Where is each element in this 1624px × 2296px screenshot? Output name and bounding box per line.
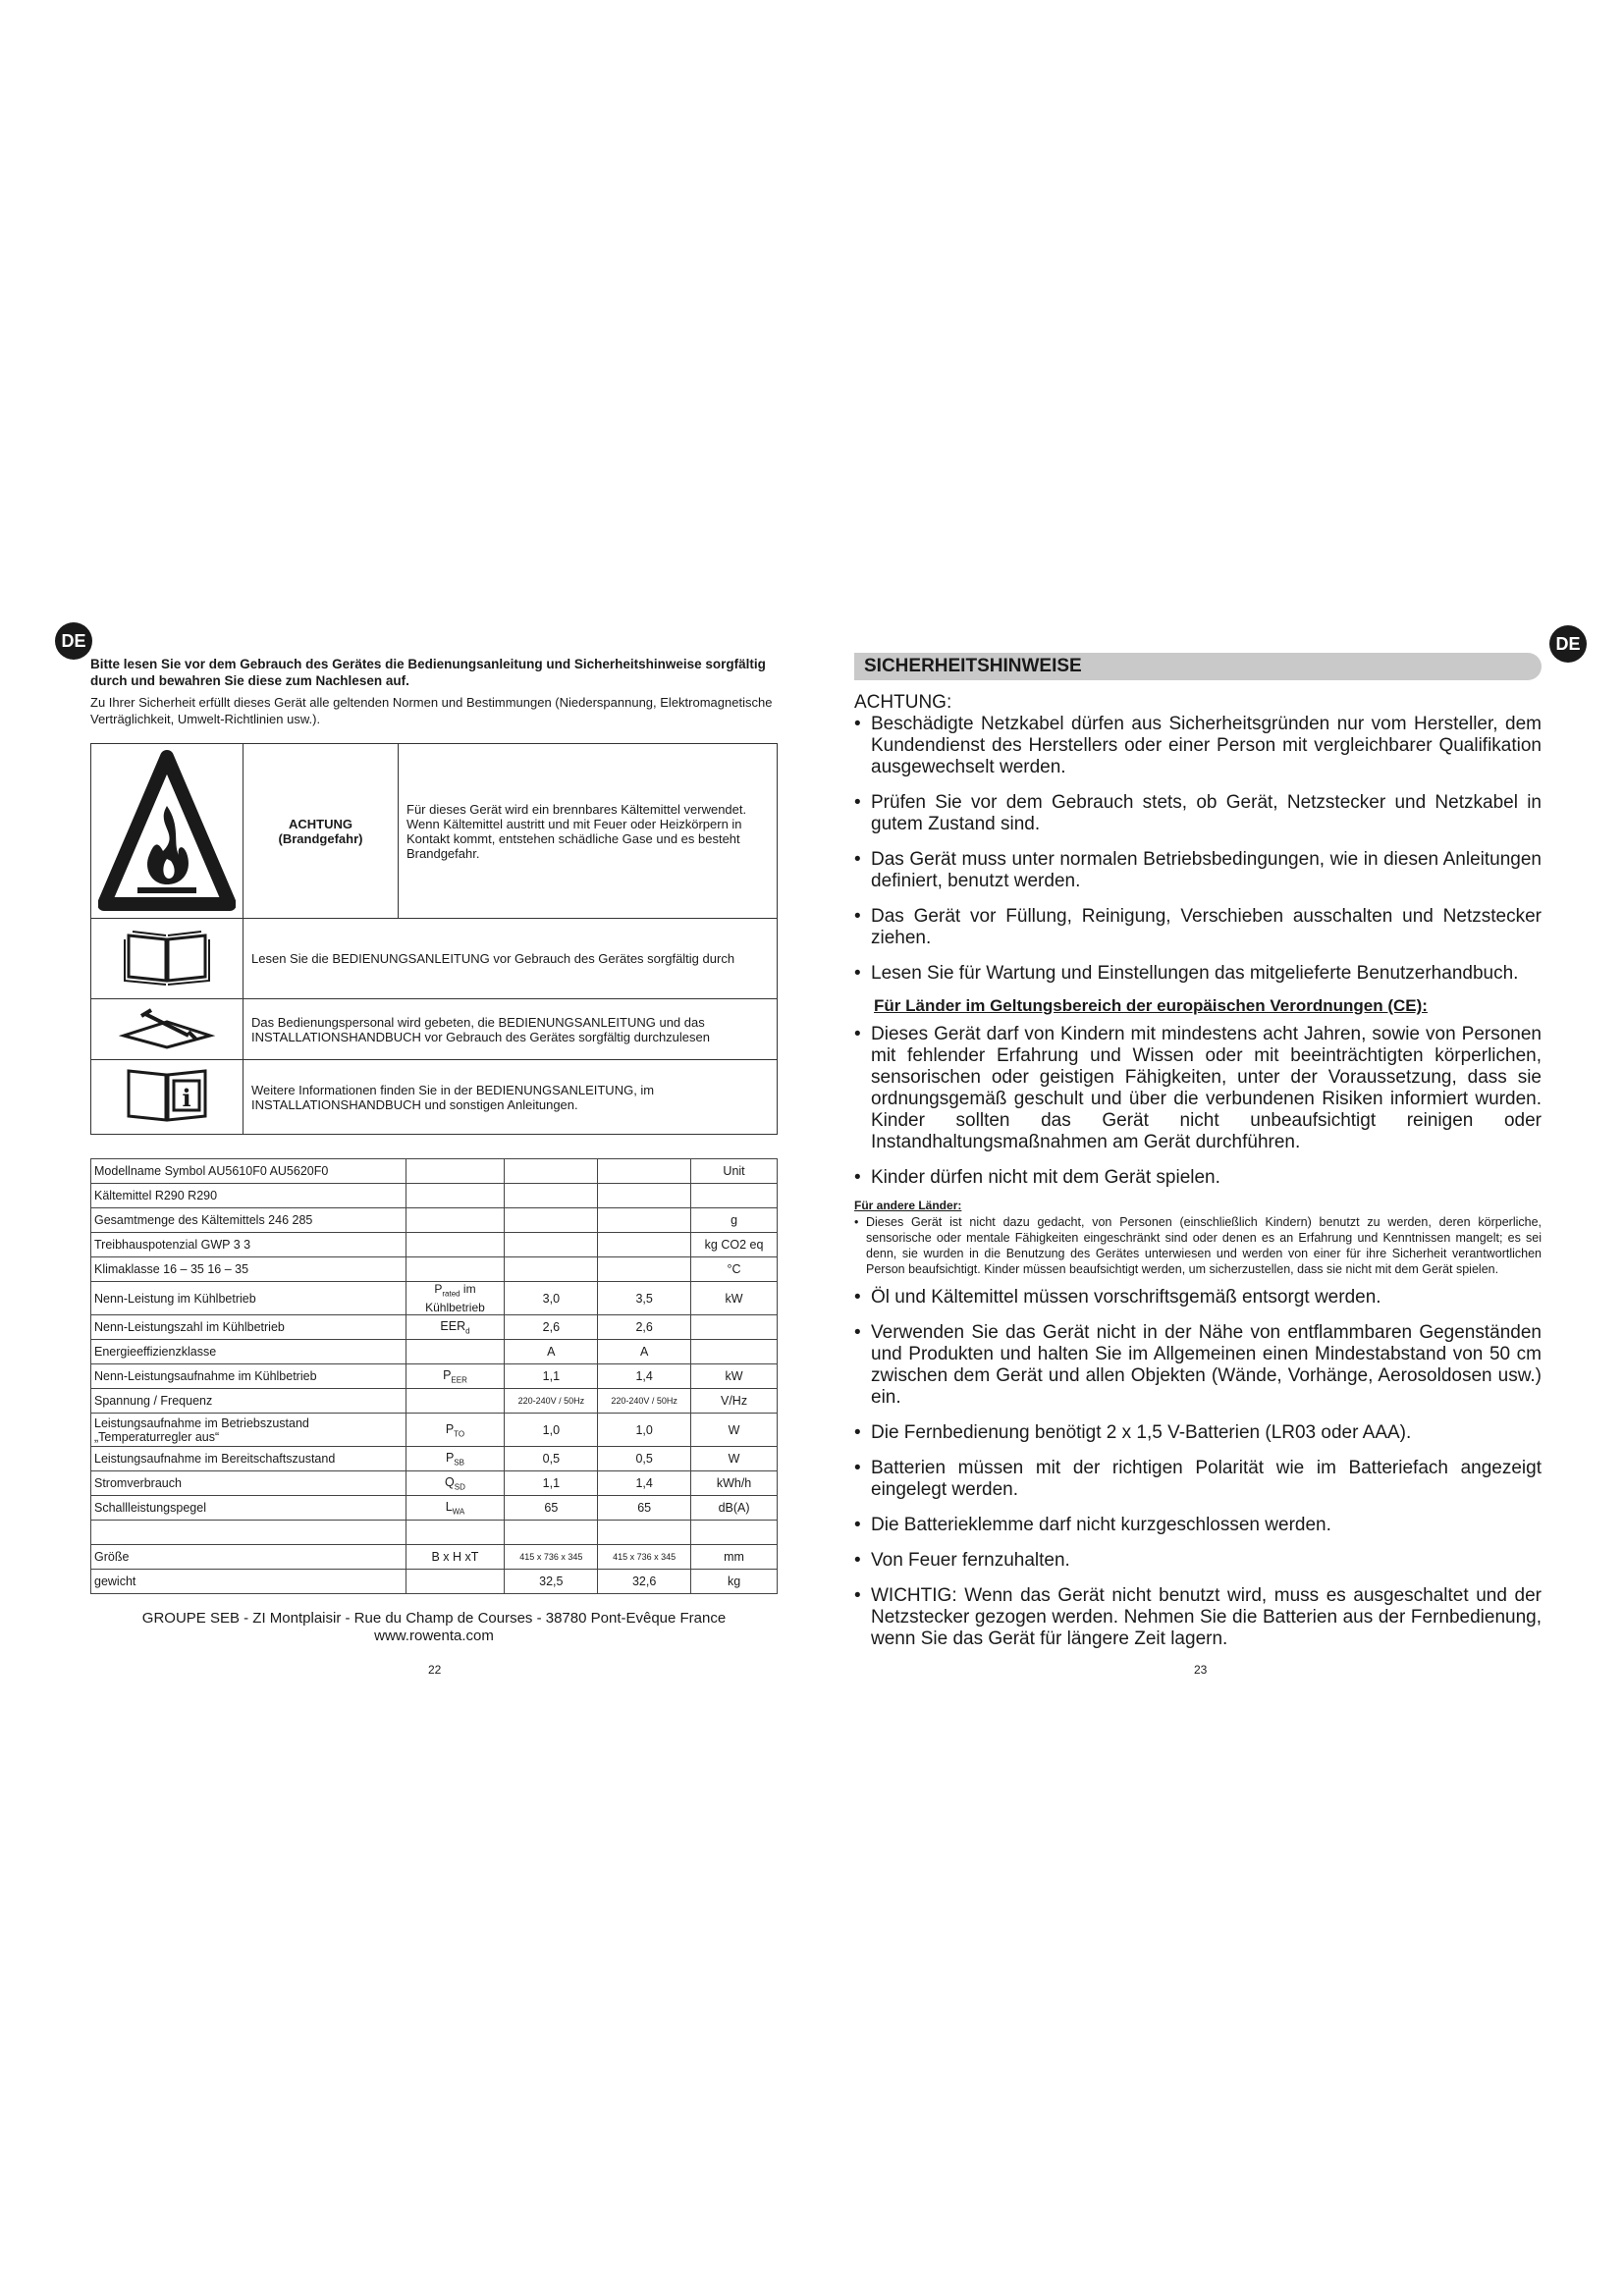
spec-row xyxy=(91,1471,778,1496)
spec-label: Modellname Symbol AU5610F0 AU5620F0 xyxy=(91,1159,406,1184)
manual-icon-cell xyxy=(91,919,244,999)
spec-value-1 xyxy=(505,1208,598,1233)
spec-symbol xyxy=(406,1340,505,1364)
spec-row xyxy=(91,1389,778,1414)
spec-symbol-text: P xyxy=(445,1421,455,1436)
left-page xyxy=(90,656,778,1594)
spec-symbol xyxy=(406,1257,505,1282)
open-book-icon xyxy=(123,928,211,987)
spec-row xyxy=(91,1233,778,1257)
manual-text: Lesen Sie die BEDIENUNGSANLEITUNG vor Gebrauch des Gerätes sorgfältig durch xyxy=(244,919,778,999)
spec-table xyxy=(90,1158,778,1594)
spec-symbol-text: Q xyxy=(445,1475,455,1490)
spec-label: Stromverbrauch xyxy=(91,1471,406,1496)
safety-bullet: • Beschädigte Netzkabel dürfen aus Sicherheitsgründen nur vom Hersteller, dem Kundendienst des Herstellers oder einer Person mit vergleichbarer Qualifikation ausgewechselt werden. xyxy=(854,714,1542,778)
bullets-group-c xyxy=(854,1287,1542,1650)
spec-row xyxy=(91,1447,778,1471)
spec-value-1 xyxy=(505,1233,598,1257)
spec-row xyxy=(91,1159,778,1184)
spec-label: Nenn-Leistungsaufnahme im Kühlbetrieb xyxy=(91,1364,406,1389)
spec-symbol xyxy=(406,1570,505,1594)
spec-symbol-subscript: SD xyxy=(454,1482,465,1492)
spec-row xyxy=(91,1521,778,1545)
safety-bullet: • Die Fernbedienung benötigt 2 x 1,5 V-Batterien (LR03 oder AAA). xyxy=(854,1422,1542,1444)
safety-bullet: • Prüfen Sie vor dem Gebrauch stets, ob Gerät, Netzstecker und Netzkabel in gutem Zustand sind. xyxy=(854,792,1542,835)
other-countries-text: • Dieses Gerät ist nicht dazu gedacht, von Personen (einschließlich Kindern) benutzt zu werden, deren körperliche, sensorische oder mentale Fähigkeiten eingeschränkt sind oder denen es an Erfahrung und Kenntnissen mangelt; es sei denn, sie wurden in die Benutzung des Gerätes unterwiesen und werden von einer für ihre Sicherheit verantwortlichen Person beaufsichtigt. Kinder müssen beaufsichtigt werden, um sicherzustellen, dass sie nicht mit dem Gerät spielen. xyxy=(854,1214,1542,1277)
spec-value-1 xyxy=(505,1521,598,1545)
spec-unit xyxy=(691,1521,778,1545)
spec-label: Schallleistungspegel xyxy=(91,1496,406,1521)
language-badge-right: DE xyxy=(1549,625,1587,663)
spec-value-2: 32,6 xyxy=(598,1570,691,1594)
spec-symbol-suffix: im Kühlbetrieb xyxy=(425,1282,485,1315)
spec-symbol-text: L xyxy=(445,1500,453,1515)
info-book-icon xyxy=(123,1065,211,1126)
spec-symbol xyxy=(406,1496,505,1521)
spec-unit: mm xyxy=(691,1545,778,1570)
spec-value-2: 2,6 xyxy=(598,1315,691,1340)
spec-row xyxy=(91,1315,778,1340)
service-text: Das Bedienungspersonal wird gebeten, die BEDIENUNGSANLEITUNG und das INSTALLATIONSHANDBUCH vor Gebrauch des Gerätes sorgfältig durchzulesen xyxy=(244,999,778,1060)
safety-bullet: • Lesen Sie für Wartung und Einstellungen das mitgelieferte Benutzerhandbuch. xyxy=(854,963,1542,985)
spec-unit: dB(A) xyxy=(691,1496,778,1521)
spec-row xyxy=(91,1340,778,1364)
bullets-group-a xyxy=(854,714,1542,985)
flammable-warning-icon xyxy=(98,749,236,911)
section-title: SICHERHEITSHINWEISE xyxy=(864,656,1082,676)
spec-value-1: 0,5 xyxy=(505,1447,598,1471)
spec-value-2 xyxy=(598,1159,691,1184)
spec-value-2 xyxy=(598,1208,691,1233)
achtung-sub-label: (Brandgefahr) xyxy=(278,830,363,846)
spec-label: Kältemittel R290 R290 xyxy=(91,1184,406,1208)
svg-text:i: i xyxy=(182,1084,191,1112)
spec-symbol-text: EER xyxy=(440,1319,466,1334)
spec-unit: g xyxy=(691,1208,778,1233)
service-manual-icon xyxy=(118,1006,216,1049)
spec-label: Größe xyxy=(91,1545,406,1570)
achtung-cell xyxy=(244,744,399,919)
spec-unit: °C xyxy=(691,1257,778,1282)
spec-symbol xyxy=(406,1364,505,1389)
spec-symbol-subscript: WA xyxy=(452,1507,465,1517)
spec-symbol-text: P xyxy=(434,1282,443,1296)
spec-value-1: A xyxy=(505,1340,598,1364)
spec-value-1 xyxy=(505,1159,598,1184)
service-icon-cell xyxy=(91,999,244,1060)
fire-warning-icon-cell xyxy=(91,744,244,919)
right-page xyxy=(854,653,1542,1658)
spec-symbol-subscript: EER xyxy=(451,1375,467,1385)
spec-symbol-subscript: SB xyxy=(454,1458,464,1468)
spec-symbol-text: P xyxy=(445,1451,455,1466)
language-badge-left: DE xyxy=(55,622,92,660)
spec-row xyxy=(91,1496,778,1521)
spec-symbol xyxy=(406,1545,505,1570)
spec-row xyxy=(91,1208,778,1233)
spec-value-1 xyxy=(505,1257,598,1282)
spec-value-2: 0,5 xyxy=(598,1447,691,1471)
spec-label: Nenn-Leistung im Kühlbetrieb xyxy=(91,1282,406,1315)
spec-unit: W xyxy=(691,1414,778,1447)
spec-symbol xyxy=(406,1447,505,1471)
safety-bullet: • WICHTIG: Wenn das Gerät nicht benutzt wird, muss es ausgeschaltet und der Netzstecker gezogen werden. Nehmen Sie die Batterien aus der Fernbedienung, wenn Sie das Gerät für längere Zeit lagern. xyxy=(854,1585,1542,1650)
spec-value-2: 415 x 736 x 345 xyxy=(598,1545,691,1570)
section-header-bar xyxy=(854,653,1542,680)
spec-value-1: 1,1 xyxy=(505,1364,598,1389)
spec-row xyxy=(91,1570,778,1594)
spec-symbol xyxy=(406,1184,505,1208)
spec-unit: kW xyxy=(691,1282,778,1315)
info-icon-cell xyxy=(91,1060,244,1135)
spec-unit xyxy=(691,1340,778,1364)
safety-bullet: • Das Gerät muss unter normalen Betriebsbedingungen, wie in diesen Anleitungen definiert, benutzt werden. xyxy=(854,849,1542,892)
spec-value-1: 1,1 xyxy=(505,1471,598,1496)
spec-symbol xyxy=(406,1471,505,1496)
spec-unit xyxy=(691,1315,778,1340)
safety-bullet: • Öl und Kältemittel müssen vorschriftsgemäß entsorgt werden. xyxy=(854,1287,1542,1308)
spec-symbol xyxy=(406,1208,505,1233)
intro-text: Zu Ihrer Sicherheit erfüllt dieses Gerät alle geltenden Normen und Bestimmungen (Niederspannung, Elektromagnetische Verträglichkeit, Umwelt-Richtlinien usw.). xyxy=(90,695,773,726)
info-text: Weitere Informationen finden Sie in der BEDIENUNGSANLEITUNG, im INSTALLATIONSHANDBUCH und sonstigen Anleitungen. xyxy=(244,1060,778,1135)
intro-bold-text: Bitte lesen Sie vor dem Gebrauch des Gerätes die Bedienungsanleitung und Sicherheitshinweise sorgfältig durch und bewahren Sie diese zum Nachlesen auf. xyxy=(90,657,766,688)
spec-value-1: 1,0 xyxy=(505,1414,598,1447)
spec-value-1 xyxy=(505,1184,598,1208)
spec-label: Energieeffizienzklasse xyxy=(91,1340,406,1364)
safety-bullet: • Batterien müssen mit der richtigen Polarität wie im Batteriefach angezeigt eingelegt werden. xyxy=(854,1458,1542,1501)
spec-value-2: 1,4 xyxy=(598,1471,691,1496)
footer-website: www.rowenta.com xyxy=(374,1628,494,1644)
spec-symbol-text: P xyxy=(443,1368,452,1383)
safety-bullet: • Dieses Gerät darf von Kindern mit mindestens acht Jahren, sowie von Personen mit fehlender Erfahrung und Wissen oder mit beeinträchtigten körperlichen, sensorischen oder geistigen Fähigkeiten, unter der Voraussetzung, dass sie ordnungsgemäß geschult und über die verbundenen Risiken informiert wurden. Kinder sollten das Gerät nicht unbeaufsichtigt reinigen oder Instandhaltungsmaßnahmen am Gerät durchführen. xyxy=(854,1024,1542,1153)
spec-row xyxy=(91,1184,778,1208)
spec-value-1: 65 xyxy=(505,1496,598,1521)
spec-label: Klimaklasse 16 – 35 16 – 35 xyxy=(91,1257,406,1282)
spec-symbol-subscript: rated xyxy=(442,1289,460,1299)
footer xyxy=(90,1610,778,1645)
spec-unit: Unit xyxy=(691,1159,778,1184)
spec-unit: kW xyxy=(691,1364,778,1389)
spec-value-2: 220-240V / 50Hz xyxy=(598,1389,691,1414)
spec-value-2: 3,5 xyxy=(598,1282,691,1315)
spec-unit xyxy=(691,1184,778,1208)
spec-symbol xyxy=(406,1389,505,1414)
safety-bullet: • Das Gerät vor Füllung, Reinigung, Verschieben ausschalten und Netzstecker ziehen. xyxy=(854,906,1542,949)
safety-bullet: • Von Feuer fernzuhalten. xyxy=(854,1550,1542,1572)
spec-label: Gesamtmenge des Kältemittels 246 285 xyxy=(91,1208,406,1233)
spec-value-1: 220-240V / 50Hz xyxy=(505,1389,598,1414)
spec-symbol xyxy=(406,1282,505,1315)
achtung-label: ACHTUNG xyxy=(289,816,352,831)
spec-symbol xyxy=(406,1315,505,1340)
spec-row xyxy=(91,1414,778,1447)
spec-value-2: 1,0 xyxy=(598,1414,691,1447)
footer-address: GROUPE SEB - ZI Montplaisir - Rue du Champ de Courses - 38780 Pont-Evêque France xyxy=(141,1610,727,1627)
spec-unit: kWh/h xyxy=(691,1471,778,1496)
spec-row xyxy=(91,1282,778,1315)
safety-bullet: • Kinder dürfen nicht mit dem Gerät spielen. xyxy=(854,1167,1542,1189)
spec-value-2 xyxy=(598,1233,691,1257)
spec-unit: W xyxy=(691,1447,778,1471)
spec-value-2: 65 xyxy=(598,1496,691,1521)
eu-heading: Für Länder im Geltungsbereich der europäischen Verordnungen (CE): xyxy=(874,996,1428,1015)
safety-bullet: • Verwenden Sie das Gerät nicht in der Nähe von entflammbaren Gegenständen und Produkten und halten Sie im Allgemeinen einen Mindestabstand von 50 cm zwischen dem Gerät und allen Objekten (Wände, Vorhänge, Aerosoldosen usw.) ein. xyxy=(854,1322,1542,1409)
spec-value-2 xyxy=(598,1184,691,1208)
spec-symbol xyxy=(406,1159,505,1184)
fire-warning-text: Für dieses Gerät wird ein brennbares Kältemittel verwendet. Wenn Kältemittel austritt und mit Feuer oder Heizkörpern in Kontakt kommt, entstehen schädliche Gase und es besteht Brandgefahr. xyxy=(399,744,778,919)
spec-label: Leistungsaufnahme im Betriebszustand „Temperaturregler aus“ xyxy=(91,1414,406,1447)
spec-label xyxy=(91,1521,406,1545)
spec-value-1: 3,0 xyxy=(505,1282,598,1315)
spec-row xyxy=(91,1364,778,1389)
spec-label: Spannung / Frequenz xyxy=(91,1389,406,1414)
spec-symbol xyxy=(406,1521,505,1545)
spec-symbol-subscript: d xyxy=(465,1326,470,1336)
warning-table xyxy=(90,743,778,1135)
spec-unit: V/Hz xyxy=(691,1389,778,1414)
bullets-group-b xyxy=(854,1024,1542,1189)
spec-unit: kg xyxy=(691,1570,778,1594)
spec-symbol xyxy=(406,1414,505,1447)
spec-label: Nenn-Leistungszahl im Kühlbetrieb xyxy=(91,1315,406,1340)
spec-unit: kg CO2 eq xyxy=(691,1233,778,1257)
safety-bullet: • Die Batterieklemme darf nicht kurzgeschlossen werden. xyxy=(854,1515,1542,1536)
spec-row xyxy=(91,1257,778,1282)
spec-symbol xyxy=(406,1233,505,1257)
spec-label: Treibhauspotenzial GWP 3 3 xyxy=(91,1233,406,1257)
spec-label: gewicht xyxy=(91,1570,406,1594)
other-countries-heading: Für andere Länder: xyxy=(854,1199,962,1212)
spec-value-2: A xyxy=(598,1340,691,1364)
spec-value-1: 415 x 736 x 345 xyxy=(505,1545,598,1570)
spec-value-2 xyxy=(598,1521,691,1545)
spec-symbol-subscript: TO xyxy=(454,1429,465,1439)
achtung-heading: ACHTUNG: xyxy=(854,692,952,713)
spec-label: Leistungsaufnahme im Bereitschaftszustand xyxy=(91,1447,406,1471)
page-number-left: 22 xyxy=(428,1663,442,1677)
spec-value-2: 1,4 xyxy=(598,1364,691,1389)
page-number-right: 23 xyxy=(1194,1663,1208,1677)
spec-row xyxy=(91,1545,778,1570)
spec-value-1: 32,5 xyxy=(505,1570,598,1594)
spec-value-2 xyxy=(598,1257,691,1282)
spec-symbol-text: B x H xT xyxy=(431,1550,479,1565)
spec-value-1: 2,6 xyxy=(505,1315,598,1340)
